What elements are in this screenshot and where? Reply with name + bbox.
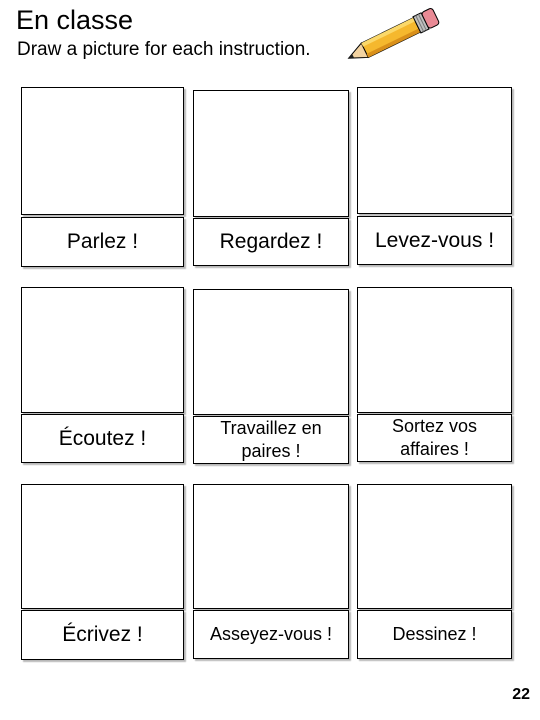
drawing-box[interactable] xyxy=(193,289,349,415)
drawing-box[interactable] xyxy=(357,287,512,413)
page-title: En classe xyxy=(16,5,134,35)
instruction-label: Dessinez ! xyxy=(357,610,512,659)
drawing-box[interactable] xyxy=(21,87,184,215)
drawing-box[interactable] xyxy=(193,90,349,217)
instruction-label: Écoutez ! xyxy=(21,414,184,463)
instruction-label: Écrivez ! xyxy=(21,610,184,660)
pencil-icon xyxy=(334,8,446,60)
drawing-box[interactable] xyxy=(357,484,512,609)
instruction-label: Levez-vous ! xyxy=(357,216,512,265)
instruction-label: Travaillez en paires ! xyxy=(193,416,349,464)
instruction-label: Regardez ! xyxy=(193,218,349,266)
page-instructions: Draw a picture for each instruction. xyxy=(17,39,311,60)
drawing-box[interactable] xyxy=(193,484,349,609)
instruction-label: Parlez ! xyxy=(21,217,184,267)
instruction-label: Sortez vos affaires ! xyxy=(357,414,512,462)
page-number: 22 xyxy=(512,686,530,703)
drawing-box[interactable] xyxy=(21,287,184,413)
drawing-box[interactable] xyxy=(357,87,512,214)
drawing-box[interactable] xyxy=(21,484,184,609)
instruction-label: Asseyez-vous ! xyxy=(193,610,349,659)
